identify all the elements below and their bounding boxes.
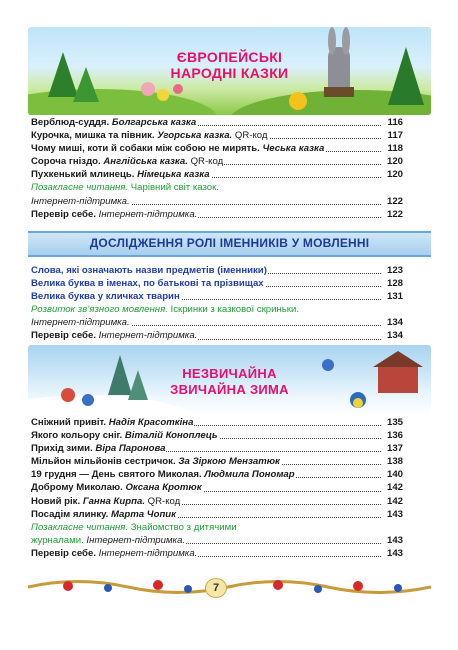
toc-entry-title [31,429,219,442]
toc-entry-text-part: Якого кольору сніг. [31,430,125,442]
toc-entry-title [31,129,269,142]
toc-entry [31,290,403,303]
toc-entry-text-part: Прихід зими. [31,443,96,455]
toc-entry-text-part: Інтернет-підтримка. [31,195,130,207]
toc-list-nouns [31,264,403,343]
toc-entry [31,181,403,194]
toc-entry-text-part: QR-код [190,156,224,168]
toc-entry-text-part: Ганна Кирпа. [82,495,148,507]
toc-entry [31,168,403,181]
toc-entry-text-part: Посадім ялинку. [31,508,111,520]
toc-entry-text-part: Людмила Пономар [204,469,295,481]
section-bar-nouns [28,231,431,257]
toc-entry-text-part: Інтернет-підтримка. [86,534,186,546]
toc-entry [31,195,403,208]
toc-entry-text-part: Позакласне читання. [31,182,131,194]
toc-entry-text-part: Чому миші, коти й собаки між собою не мирять. [31,143,263,155]
toc-entry-text-part: журналами. [31,534,87,546]
toc-entry-title [31,264,268,277]
toc-entry [31,455,403,468]
toc-entry [31,208,403,221]
toc-entry-text-part: Сороча гніздо. [31,156,104,168]
toc-entry-title [31,116,197,129]
toc-entry [31,329,403,342]
toc-entry-text-part: Розвиток зв’язного мовлення. [31,304,171,316]
toc-entry-text-part: Оксана Кротюк [125,482,202,494]
toc-entry-page: 140 [386,469,403,481]
toc-entry [31,495,403,508]
toc-entry [31,508,403,521]
toc-entry [31,277,403,290]
toc-entry-text-part: Сніжний привіт. [31,417,109,428]
toc-entry-text-part: Новий рік. [31,495,83,507]
section-banner-european-tales [28,27,431,115]
toc-entry [31,316,403,329]
toc-entry-page: 143 [386,547,403,559]
toc-entry-text-part: Іскринки з казкової скриньки. [170,304,300,316]
toc-entry-text-part: Інтернет-підтримка. [98,330,198,342]
toc-entry-title [31,442,166,455]
toc-entry [31,142,403,155]
toc-entry-title [31,181,220,194]
toc-entry-text-part: Чарівний світ казок. [130,182,219,194]
section-title-winter [28,366,431,398]
toc-entry-text-part: Німецька казка [137,169,210,181]
toc-entry-page: 120 [386,156,403,168]
toc-entry [31,442,403,455]
toc-entry-title [31,416,194,429]
toc-entry-text-part: Чеська казка [262,143,325,155]
toc-entry-text-part: Позакласне читання. [31,521,131,533]
toc-entry-title [31,195,131,208]
toc-entry-text-part: Англійська казка. [103,156,191,168]
toc-entry-page: 138 [386,456,403,468]
page-number: 7 [205,578,227,598]
toc-entry-page: 136 [386,430,403,442]
toc-entry-text-part: Мільйон мільйонів сестричок. [31,456,179,468]
toc-entry [31,155,403,168]
toc-entry [31,521,403,534]
toc-entry [31,129,403,142]
toc-entry-page: 117 [387,130,403,142]
toc-entry [31,416,403,429]
toc-entry-title [31,534,186,547]
toc-entry-text-part: Надія Красоткіна [108,417,194,428]
section-banner-winter [28,345,431,415]
section-title-line2: ЗВИЧАЙНА ЗИМА [170,382,289,397]
toc-entry-page: 131 [386,291,403,303]
toc-entry [31,264,403,277]
toc-entry-title [31,468,296,481]
toc-entry-text-part: Марта Чопик [110,508,177,520]
toc-entry [31,429,403,442]
toc-entry-page: 142 [386,495,403,507]
toc-entry-title [31,521,238,534]
section-title-line1: НЕЗВИЧАЙНА [182,366,277,381]
toc-entry-text-part: Інтернет-підтримка. [98,547,198,559]
toc-entry-page: 122 [386,195,403,207]
toc-entry-page: 128 [386,278,403,290]
toc-entry-title [31,508,177,521]
toc-entry-page: 134 [386,317,403,329]
toc-entry-text-part: 19 грудня — День святого Миколая. [31,469,205,481]
toc-entry-text-part: Перевір себе. [31,547,99,559]
toc-entry-title [31,290,181,303]
toc-entry-text-part: Верблюд-суддя. [31,117,112,128]
toc-entry-text-part: Перевір себе. [31,208,99,220]
toc-entry-text-part: Перевір себе. [31,330,99,342]
toc-entry-title [31,155,224,168]
toc-entry-page: 122 [386,208,403,220]
toc-entry [31,534,403,547]
toc-entry [31,481,403,494]
toc-entry-text-part: Віра Паронова [95,443,166,455]
toc-entry-text-part: Велика буква в іменах, по батькові та прізвищах [31,278,264,290]
toc-entry-page: 134 [386,330,403,342]
toc-entry-title [31,329,198,342]
toc-entry-page: 120 [386,169,403,181]
section-title-nouns: ДОСЛІДЖЕННЯ РОЛІ ІМЕННИКІВ У МОВЛЕННІ [89,236,370,250]
toc-entry [31,468,403,481]
toc-entry-text-part: Курочка, мишка та півник. [31,130,158,142]
toc-entry-text-part: За Зіркою Мензатюк [178,456,280,468]
toc-entry-text-part: Пухкенький млинець. [31,169,138,181]
toc-entry-text-part: Інтернет-підтримка. [98,208,198,220]
footer-ornament [28,576,431,598]
toc-entry-title [31,303,300,316]
toc-entry-text-part: Угорська казка. [157,130,235,142]
toc-entry-page: 118 [387,143,403,155]
toc-entry-page: 137 [386,443,403,455]
toc-entry-title [31,142,325,155]
toc-entry [31,303,403,316]
toc-entry-title [31,481,203,494]
toc-entry-title [31,495,181,508]
toc-entry-text-part: Слова, які означають назви предметів (іменники) [31,265,267,276]
toc-entry-page: 135 [386,417,403,428]
toc-entry-text-part: Болгарська казка [111,117,197,128]
toc-entry-text-part: Велика буква у кличках тварин [31,291,180,303]
toc-entry [31,547,403,560]
toc-list-winter [31,416,403,560]
toc-entry-page: 143 [386,534,403,546]
section-title-line1: ЄВРОПЕЙСЬКІ [176,49,283,65]
toc-entry-title [31,455,281,468]
toc-entry-text-part: QR-код [234,130,268,142]
toc-entry-title [31,316,131,329]
toc-entry-title [31,277,265,290]
toc-entry-text-part: QR-код [147,495,181,507]
toc-entry-title [31,208,198,221]
section-title-european [28,49,431,81]
toc-entry-text-part: Інтернет-підтримка. [31,317,130,329]
toc-entry [31,116,403,129]
toc-entry-page: 142 [386,482,403,494]
section-title-line2: НАРОДНІ КАЗКИ [170,65,289,81]
toc-entry-page: 123 [386,265,403,276]
toc-entry-text-part: Доброму Миколаю. [31,482,126,494]
toc-entry-text-part: Віталій Коноплець [124,430,218,442]
toc-entry-page: 116 [387,117,403,128]
toc-entry-title [31,168,211,181]
toc-entry-page: 143 [386,508,403,520]
toc-entry-title [31,547,198,560]
toc-entry-text-part: Знайомство з дитячими [130,521,237,533]
toc-list-european [31,116,403,221]
